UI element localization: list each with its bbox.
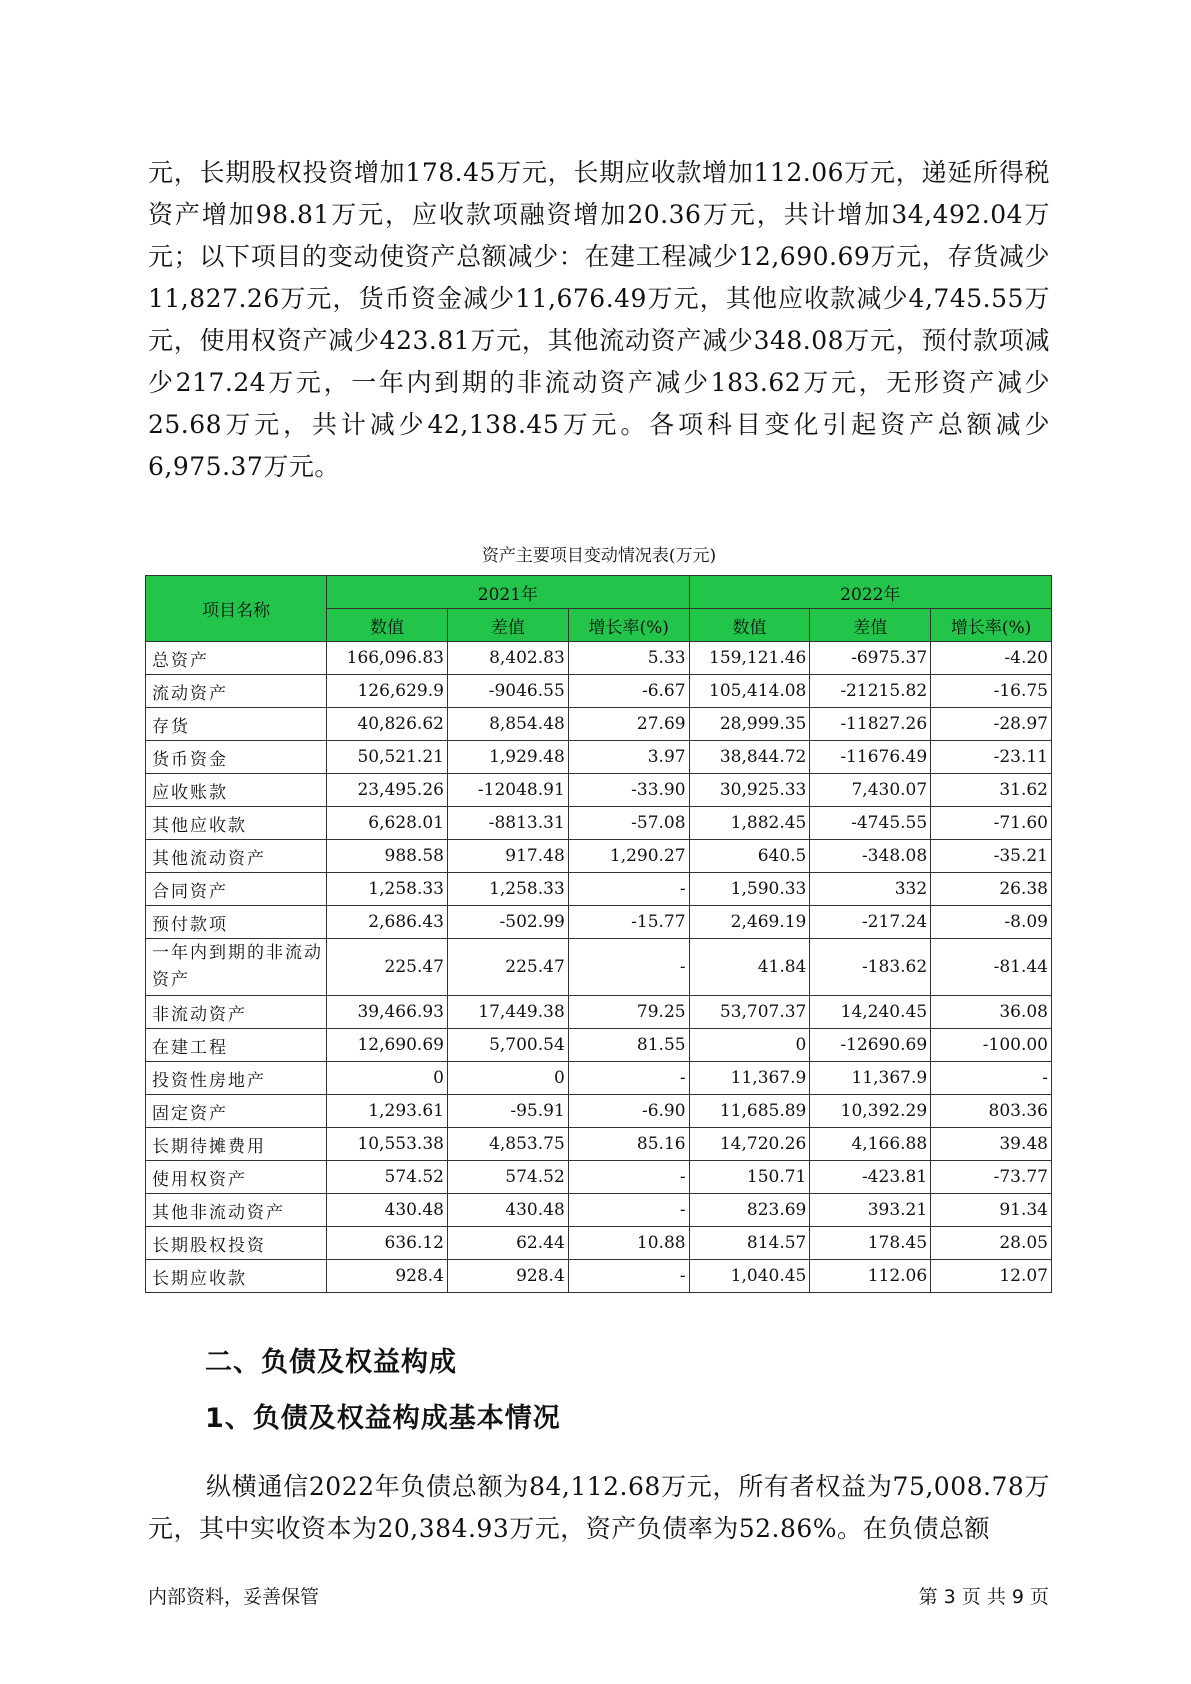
header-diff-2022: 差值 — [810, 609, 931, 642]
value-2021-cell: 12,690.69 — [327, 1029, 448, 1062]
rate-2022-cell: -73.77 — [931, 1161, 1052, 1194]
diff-2022-cell: -11676.49 — [810, 741, 931, 774]
value-2022-cell: 41.84 — [689, 939, 810, 996]
header-rate-2021: 增长率(%) — [568, 609, 689, 642]
table-row — [146, 807, 1052, 840]
value-2022-cell: 28,999.35 — [689, 708, 810, 741]
row-name-cell: 长期股权投资 — [146, 1227, 327, 1260]
row-name-cell: 使用权资产 — [146, 1161, 327, 1194]
row-name-cell: 合同资产 — [146, 873, 327, 906]
rate-2021-cell: -33.90 — [568, 774, 689, 807]
subsection-heading: 1、负债及权益构成基本情况 — [205, 1403, 561, 1434]
value-2021-cell: 6,628.01 — [327, 807, 448, 840]
row-name-cell: 存货 — [146, 708, 327, 741]
value-2021-cell: 166,096.83 — [327, 642, 448, 675]
diff-2021-cell: 1,929.48 — [447, 741, 568, 774]
diff-2022-cell: 11,367.9 — [810, 1062, 931, 1095]
value-2021-cell: 126,629.9 — [327, 675, 448, 708]
rate-2022-cell: 36.08 — [931, 996, 1052, 1029]
diff-2022-cell: -4745.55 — [810, 807, 931, 840]
diff-2022-cell: 112.06 — [810, 1260, 931, 1293]
table-row — [146, 906, 1052, 939]
value-2021-cell: 10,553.38 — [327, 1128, 448, 1161]
table-row — [146, 1095, 1052, 1128]
value-2021-cell: 23,495.26 — [327, 774, 448, 807]
row-name-cell: 应收账款 — [146, 774, 327, 807]
value-2021-cell: 636.12 — [327, 1227, 448, 1260]
rate-2022-cell: - — [931, 1062, 1052, 1095]
diff-2021-cell: -12048.91 — [447, 774, 568, 807]
diff-2021-cell: 17,449.38 — [447, 996, 568, 1029]
value-2022-cell: 814.57 — [689, 1227, 810, 1260]
value-2021-cell: 0 — [327, 1062, 448, 1095]
diff-2021-cell: 0 — [447, 1062, 568, 1095]
diff-2022-cell: -217.24 — [810, 906, 931, 939]
diff-2022-cell: 393.21 — [810, 1194, 931, 1227]
table-row — [146, 840, 1052, 873]
header-year-2021: 2021年 — [327, 576, 689, 609]
value-2022-cell: 159,121.46 — [689, 642, 810, 675]
rate-2022-cell: 26.38 — [931, 873, 1052, 906]
header-item-name: 项目名称 — [146, 576, 327, 642]
diff-2021-cell: 928.4 — [447, 1260, 568, 1293]
value-2022-cell: 150.71 — [689, 1161, 810, 1194]
diff-2022-cell: -11827.26 — [810, 708, 931, 741]
row-name-cell: 非流动资产 — [146, 996, 327, 1029]
rate-2022-cell: -4.20 — [931, 642, 1052, 675]
header-value-2022: 数值 — [689, 609, 810, 642]
diff-2021-cell: -95.91 — [447, 1095, 568, 1128]
rate-2021-cell: 27.69 — [568, 708, 689, 741]
body-paragraph-2: 纵横通信2022年负债总额为84,112.68万元，所有者权益为75,008.78万元，其中实收资本为20,384.93万元，资产负债率为52.86%。在负债总额 — [148, 1472, 1050, 1543]
value-2021-cell: 928.4 — [327, 1260, 448, 1293]
rate-2022-cell: -81.44 — [931, 939, 1052, 996]
row-name-cell: 一年内到期的非流动资产 — [146, 939, 327, 996]
diff-2022-cell: -21215.82 — [810, 675, 931, 708]
value-2022-cell: 105,414.08 — [689, 675, 810, 708]
footer-confidential: 内部资料，妥善保管 — [148, 1586, 320, 1608]
value-2022-cell: 640.5 — [689, 840, 810, 873]
diff-2022-cell: 332 — [810, 873, 931, 906]
row-name-cell: 其他非流动资产 — [146, 1194, 327, 1227]
row-name-cell: 预付款项 — [146, 906, 327, 939]
value-2022-cell: 1,882.45 — [689, 807, 810, 840]
header-value-2021: 数值 — [327, 609, 448, 642]
table-row — [146, 873, 1052, 906]
value-2021-cell: 40,826.62 — [327, 708, 448, 741]
diff-2021-cell: 430.48 — [447, 1194, 568, 1227]
rate-2021-cell: 3.97 — [568, 741, 689, 774]
rate-2021-cell: -57.08 — [568, 807, 689, 840]
diff-2021-cell: 62.44 — [447, 1227, 568, 1260]
diff-2022-cell: 14,240.45 — [810, 996, 931, 1029]
diff-2022-cell: 4,166.88 — [810, 1128, 931, 1161]
table-row — [146, 1029, 1052, 1062]
value-2021-cell: 430.48 — [327, 1194, 448, 1227]
table-row — [146, 1128, 1052, 1161]
table-row — [146, 741, 1052, 774]
rate-2022-cell: -35.21 — [931, 840, 1052, 873]
diff-2021-cell: 4,853.75 — [447, 1128, 568, 1161]
table-row — [146, 675, 1052, 708]
row-name-cell: 在建工程 — [146, 1029, 327, 1062]
rate-2022-cell: -28.97 — [931, 708, 1052, 741]
diff-2022-cell: 10,392.29 — [810, 1095, 931, 1128]
value-2022-cell: 1,040.45 — [689, 1260, 810, 1293]
rate-2021-cell: - — [568, 1194, 689, 1227]
rate-2022-cell: 28.05 — [931, 1227, 1052, 1260]
value-2021-cell: 2,686.43 — [327, 906, 448, 939]
row-name-cell: 总资产 — [146, 642, 327, 675]
value-2021-cell: 988.58 — [327, 840, 448, 873]
rate-2021-cell: 10.88 — [568, 1227, 689, 1260]
header-year-2022: 2022年 — [689, 576, 1051, 609]
diff-2022-cell: -12690.69 — [810, 1029, 931, 1062]
header-rate-2022: 增长率(%) — [931, 609, 1052, 642]
diff-2022-cell: -6975.37 — [810, 642, 931, 675]
diff-2021-cell: -8813.31 — [447, 807, 568, 840]
value-2022-cell: 11,685.89 — [689, 1095, 810, 1128]
rate-2022-cell: 39.48 — [931, 1128, 1052, 1161]
table-row — [146, 708, 1052, 741]
rate-2021-cell: -6.67 — [568, 675, 689, 708]
table-row — [146, 774, 1052, 807]
table-row — [146, 642, 1052, 675]
diff-2022-cell: 7,430.07 — [810, 774, 931, 807]
table-row — [146, 1194, 1052, 1227]
value-2021-cell: 39,466.93 — [327, 996, 448, 1029]
section-heading: 二、负债及权益构成 — [205, 1347, 457, 1378]
value-2021-cell: 1,293.61 — [327, 1095, 448, 1128]
rate-2021-cell: - — [568, 939, 689, 996]
rate-2022-cell: 803.36 — [931, 1095, 1052, 1128]
header-diff-2021: 差值 — [447, 609, 568, 642]
table-row — [146, 1161, 1052, 1194]
row-name-cell: 投资性房地产 — [146, 1062, 327, 1095]
diff-2021-cell: -502.99 — [447, 906, 568, 939]
value-2022-cell: 823.69 — [689, 1194, 810, 1227]
rate-2022-cell: 91.34 — [931, 1194, 1052, 1227]
table-row — [146, 939, 1052, 996]
rate-2021-cell: 5.33 — [568, 642, 689, 675]
table-row — [146, 1227, 1052, 1260]
rate-2022-cell: -16.75 — [931, 675, 1052, 708]
row-name-cell: 长期应收款 — [146, 1260, 327, 1293]
table-row — [146, 1062, 1052, 1095]
value-2022-cell: 0 — [689, 1029, 810, 1062]
diff-2021-cell: -9046.55 — [447, 675, 568, 708]
table-caption: 资产主要项目变动情况表(万元) — [481, 546, 717, 566]
value-2022-cell: 38,844.72 — [689, 741, 810, 774]
rate-2021-cell: 85.16 — [568, 1128, 689, 1161]
rate-2022-cell: 12.07 — [931, 1260, 1052, 1293]
asset-change-table — [145, 575, 1052, 1293]
rate-2022-cell: -100.00 — [931, 1029, 1052, 1062]
value-2021-cell: 225.47 — [327, 939, 448, 996]
value-2021-cell: 50,521.21 — [327, 741, 448, 774]
row-name-cell: 固定资产 — [146, 1095, 327, 1128]
table-body — [146, 642, 1052, 1293]
value-2022-cell: 53,707.37 — [689, 996, 810, 1029]
diff-2022-cell: -183.62 — [810, 939, 931, 996]
row-name-cell: 长期待摊费用 — [146, 1128, 327, 1161]
rate-2021-cell: - — [568, 873, 689, 906]
row-name-cell: 其他流动资产 — [146, 840, 327, 873]
row-name-cell: 其他应收款 — [146, 807, 327, 840]
rate-2021-cell: 81.55 — [568, 1029, 689, 1062]
rate-2022-cell: 31.62 — [931, 774, 1052, 807]
table-row — [146, 1260, 1052, 1293]
diff-2022-cell: 178.45 — [810, 1227, 931, 1260]
value-2022-cell: 1,590.33 — [689, 873, 810, 906]
diff-2021-cell: 917.48 — [447, 840, 568, 873]
diff-2021-cell: 225.47 — [447, 939, 568, 996]
rate-2022-cell: -71.60 — [931, 807, 1052, 840]
value-2022-cell: 30,925.33 — [689, 774, 810, 807]
value-2022-cell: 11,367.9 — [689, 1062, 810, 1095]
rate-2021-cell: - — [568, 1161, 689, 1194]
row-name-cell: 流动资产 — [146, 675, 327, 708]
value-2022-cell: 14,720.26 — [689, 1128, 810, 1161]
rate-2021-cell: 1,290.27 — [568, 840, 689, 873]
rate-2021-cell: -6.90 — [568, 1095, 689, 1128]
value-2021-cell: 574.52 — [327, 1161, 448, 1194]
diff-2021-cell: 1,258.33 — [447, 873, 568, 906]
footer-page-number: 第 3 页 共 9 页 — [918, 1586, 1049, 1608]
rate-2021-cell: - — [568, 1062, 689, 1095]
rate-2022-cell: -8.09 — [931, 906, 1052, 939]
diff-2021-cell: 5,700.54 — [447, 1029, 568, 1062]
rate-2021-cell: 79.25 — [568, 996, 689, 1029]
rate-2021-cell: -15.77 — [568, 906, 689, 939]
body-paragraph: 元，长期股权投资增加178.45万元，长期应收款增加112.06万元，递延所得税资产增加98.81万元，应收款项融资增加20.36万元，共计增加34,492.04万元；以下项目的变动使资产总额减少：在建工程减少12,690.69万元，存货减少11,827.26万元，货币资金减少11,676.49万元，其他应收款减少4,745.55万元，使用权资产减少423.81万元，其他流动资产减少348.08万元，预付款项减少217.24万元，一年内到期的非流动资产减少183.62万元，无形资产减少25.68万元，共计减少42,138.45万元。各项科目变化引起资产总额减少6,975.37万元。 — [148, 158, 1050, 481]
value-2022-cell: 2,469.19 — [689, 906, 810, 939]
value-2021-cell: 1,258.33 — [327, 873, 448, 906]
rate-2022-cell: -23.11 — [931, 741, 1052, 774]
diff-2022-cell: -423.81 — [810, 1161, 931, 1194]
diff-2021-cell: 8,402.83 — [447, 642, 568, 675]
diff-2022-cell: -348.08 — [810, 840, 931, 873]
rate-2021-cell: - — [568, 1260, 689, 1293]
table-row — [146, 996, 1052, 1029]
diff-2021-cell: 574.52 — [447, 1161, 568, 1194]
diff-2021-cell: 8,854.48 — [447, 708, 568, 741]
row-name-cell: 货币资金 — [146, 741, 327, 774]
